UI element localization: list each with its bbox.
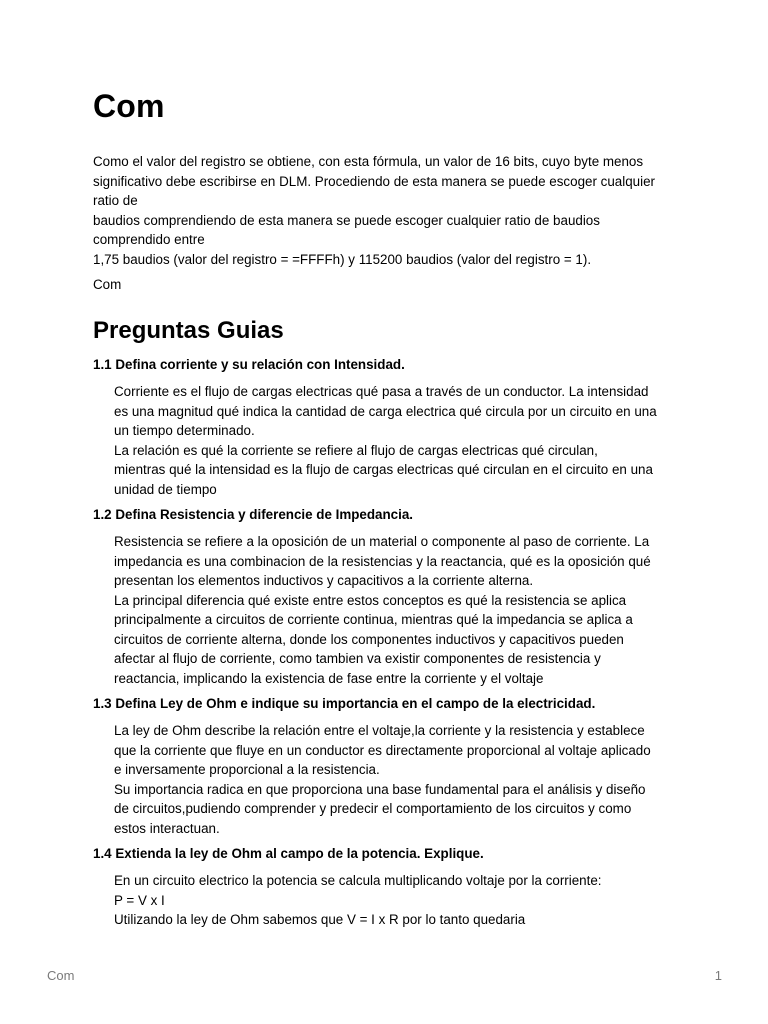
section-heading: Preguntas Guias (93, 317, 284, 344)
answer-line: e inversamente proporcional a la resistencia. (114, 762, 380, 777)
intro-paragraph (93, 152, 693, 269)
answer-line: presentan los elementos inductivos y capacitivos a la corriente alterna. (114, 573, 534, 588)
question-heading: 1.4 Extienda la ley de Ohm al campo de la potencia. Explique. (93, 846, 484, 861)
answer-line: Utilizando la ley de Ohm sabemos que V = I x R por lo tanto quedaria (114, 912, 526, 927)
intro-line: baudios comprendiendo de esta manera se puede escoger cualquier ratio de baudios (93, 212, 600, 228)
answer-line: mientras qué la intensidad es la flujo de cargas electricas qué circulan en el circuito en una (114, 462, 653, 477)
answer-line: de circuitos,pudiendo comprender y predecir el comportamiento de los circuitos y como (114, 801, 632, 816)
answer-line: impedancia es una combinacion de la resistencias y la reactancia, qué es la oposición qué (114, 553, 651, 569)
footer-title: Com (47, 968, 75, 983)
intro-line: comprendido entre (93, 232, 205, 247)
intro-line: significativo debe escribirse en DLM. Procediendo de esta manera se puede escoger cualquier (93, 173, 655, 189)
answer-line: que la corriente que fluye en un conductor es directamente proporcional al voltaje aplicado (114, 742, 651, 758)
answer-line: reactancia, implicando la existencia de fase entre la corriente y el voltaje (114, 670, 544, 686)
intro-line: ratio de (93, 193, 138, 208)
intro-line: Como el valor del registro se obtiene, con esta fórmula, un valor de 16 bits, cuyo byte menos (93, 154, 644, 169)
answer-line: Su importancia radica en que proporciona una base fundamental para el análisis y diseño (114, 781, 646, 797)
answer-line: Corriente es el flujo de cargas electricas qué pasa a través de un conductor. La intensidad (114, 384, 649, 399)
answer-paragraph (114, 871, 694, 930)
question-heading: 1.2 Defina Resistencia y diferencie de Impedancia. (93, 507, 414, 522)
question-heading: 1.1 Defina corriente y su relación con Intensidad. (93, 357, 405, 372)
answer-line: Resistencia se refiere a la oposición de un material o componente al paso de corriente. La (114, 534, 650, 549)
answer-line: En un circuito electrico la potencia se calcula multiplicando voltaje por la corriente: (114, 873, 602, 888)
answer-line: P = V x I (114, 892, 165, 908)
answer-paragraph (114, 382, 694, 499)
intro-tail: Com (93, 277, 122, 292)
answer-line: La principal diferencia qué existe entre estos conceptos es qué la resistencia se aplica (114, 592, 627, 608)
answer-line: La ley de Ohm describe la relación entre el voltaje,la corriente y la resistencia y establece (114, 723, 645, 738)
answer-line: un tiempo determinado. (114, 423, 255, 438)
answer-paragraph (114, 532, 694, 688)
answer-paragraph (114, 721, 694, 838)
answer-line: afectar al flujo de corriente, como tambien va existir componentes de resistencia y (114, 651, 601, 666)
intro-line: 1,75 baudios (valor del registro = =FFFFh) y 115200 baudios (valor del registro = 1). (93, 251, 592, 267)
page-number: 1 (714, 968, 722, 983)
answer-line: circuitos de corriente alterna, donde los componentes inductivos y capacitivos pueden (114, 631, 624, 647)
answer-line: unidad de tiempo (114, 481, 217, 497)
question-heading: 1.3 Defina Ley de Ohm e indique su importancia en el campo de la electricidad. (93, 696, 596, 711)
answer-line: principalmente a circuitos de corriente continua, mientras qué la impedancia se aplica a (114, 612, 633, 627)
answer-line: estos interactuan. (114, 820, 220, 836)
answer-line: es una magnitud qué indica la cantidad de carga electrica qué circula por un circuito en una (114, 403, 657, 419)
answer-line: La relación es qué la corriente se refiere al flujo de cargas electricas qué circulan, (114, 442, 598, 458)
document-title: Com (93, 88, 165, 124)
